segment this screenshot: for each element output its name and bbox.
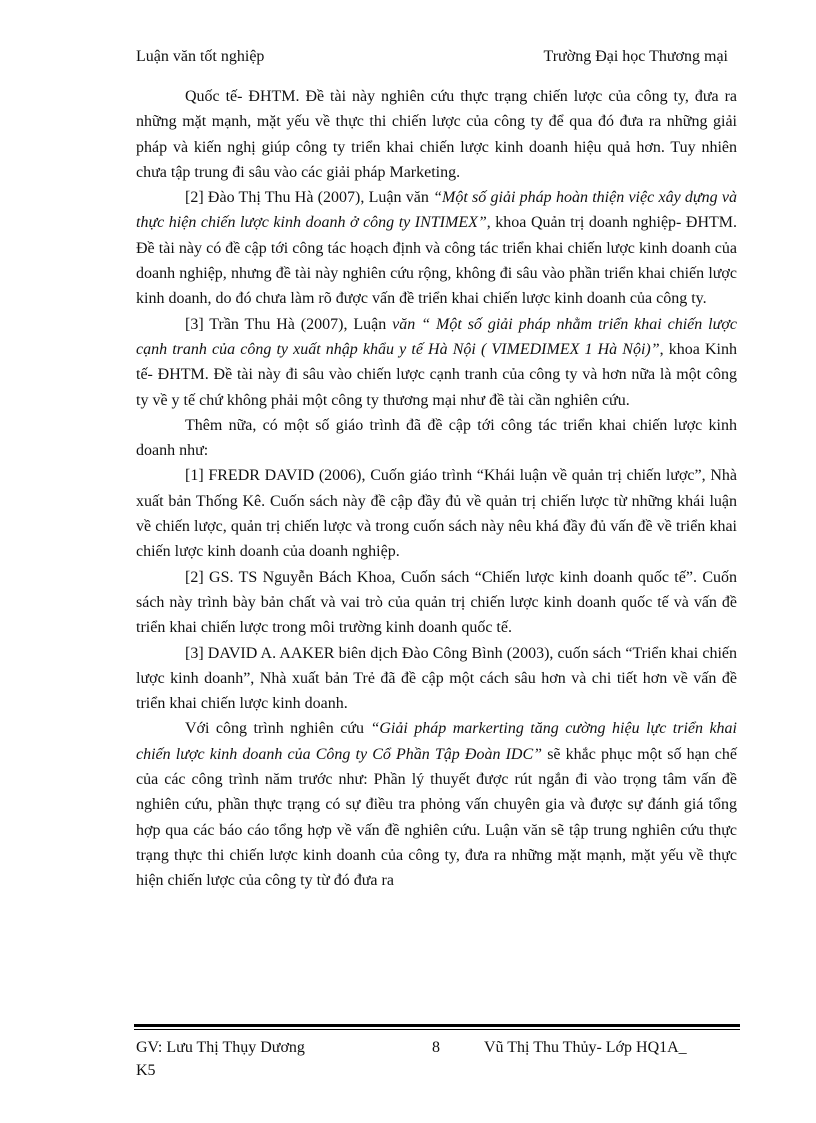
footer-class-cohort: K5 — [136, 1062, 156, 1079]
paragraph-current-study — [136, 716, 737, 893]
paragraph: Thêm nữa, có một số giáo trình đã đề cập tới công tác triển khai chiến lược kinh doanh như: — [136, 416, 737, 460]
footer-advisor: GV: Lưu Thị Thụy Dương — [136, 1039, 305, 1056]
reference-author: [2] Đào Thị Thu Hà (2007), Luận văn — [185, 189, 434, 207]
study-details: sẽ khắc phục một số hạn chế của các công trình năm trước như: Phần lý thuyết được rút ngắn đi vào trọng tâm vấn đề nghiên cứu, phần thực trạng có sự điều tra phỏng vấn chuyên gia và được sự đánh giá tổng hợp qua các báo cáo tổng hợp về vấn đề nghiên cứu. Luận văn sẽ tập trung nghiên cứu thực trạng thực thi chiến lược kinh doanh của công ty, đưa ra những mặt mạnh, mặt yếu về thực hiện chiến lược của công ty từ đó đưa ra — [136, 745, 737, 890]
reference-details: , khoa Kinh tế- ĐHTM. Đề tài này đi sâu vào chiến lược cạnh tranh của công ty và hơn nữa là một công ty về y tế chứ không phải một công ty thương mại như đề tài cần nghiên cứu. — [136, 340, 737, 409]
reference-details: , khoa Quản trị doanh nghiệp- ĐHTM. Đề tài này có đề cập tới công tác hoạch định và công tác triển khai chiến lược kinh doanh của doanh nghiệp, nhưng đề tài này nghiên cứu rộng, không đi sâu vào phần triển khai chiến lược kinh doanh, do đó chưa làm rõ được vấn đề triển khai chiến lược kinh doanh của công ty. — [136, 214, 738, 308]
paragraph-reference-3 — [136, 312, 737, 413]
page-number: 8 — [432, 1039, 440, 1056]
footer-divider-thin — [134, 1029, 740, 1030]
footer-divider-thick — [134, 1024, 740, 1027]
reference-title: văn “ Một số giải pháp nhằm triển khai chiến lược cạnh tranh của công ty xuất nhập khẩu y tế Hà Nội ( VIMEDIMEX 1 Hà Nội)” — [136, 315, 737, 358]
footer-author: Vũ Thị Thu Thủy- Lớp HQ1A_ — [484, 1039, 687, 1056]
paragraph-textbook-2: [2] GS. TS Nguyễn Bách Khoa, Cuốn sách “Chiến lược kinh doanh quốc tế”. Cuốn sách này trình bày bản chất và vai trò của quản trị chiến lược kinh doanh quốc tế và vấn đề triển khai chiến lược trong môi trường kinh doanh quốc tế. — [136, 568, 737, 637]
header-thesis-label: Luận văn tốt nghiệp — [136, 48, 265, 65]
paragraph-textbook-3: [3] DAVID A. AAKER biên dịch Đào Công Bình (2003), cuốn sách “Triển khai chiến lược kinh doanh”, Nhà xuất bản Trẻ đã đề cập một cách sâu hơn và chi tiết hơn về vấn đề triển khai chiến lược kinh doanh. — [136, 644, 737, 713]
reference-author: [3] Trần Thu Hà (2007), Luận — [185, 315, 393, 333]
paragraph-reference-2 — [136, 185, 737, 311]
header-university-name: Trường Đại học Thương mại — [543, 48, 728, 65]
paragraph: Quốc tế- ĐHTM. Đề tài này nghiên cứu thực trạng chiến lược của công ty, đưa ra những mặt mạnh, mặt yếu về thực thi chiến lược của công ty để qua đó đưa ra những giải pháp và kiến nghị giúp công ty triển khai chiến lược kinh doanh hiệu quả hơn. Tuy nhiên chưa tập trung đi sâu vào các giải pháp Marketing. — [136, 88, 737, 181]
reference-title: “Một số giải pháp hoàn thiện việc xây dựng và thực hiện chiến lược kinh doanh ở công ty INTIMEX” — [136, 189, 738, 232]
study-intro: Với công trình nghiên cứu — [185, 720, 371, 738]
study-title: “Giải pháp markerting tăng cường hiệu lực triển khai chiến lược kinh doanh của Công ty Cổ Phần Tập Đoàn IDC” — [136, 720, 738, 763]
document-body — [136, 84, 737, 894]
paragraph-textbook-1: [1] FREDR DAVID (2006), Cuốn giáo trình “Khái luận về quản trị chiến lược”, Nhà xuất bản Thống Kê. Cuốn sách này đề cập đầy đủ về quản trị chiến lược từ những khái luận về chiến lược, quản trị chiến lược và trong cuốn sách này nêu khá đầy đủ vấn đề về triển khai chiến lược kinh doanh của doanh nghiệp. — [136, 467, 737, 561]
